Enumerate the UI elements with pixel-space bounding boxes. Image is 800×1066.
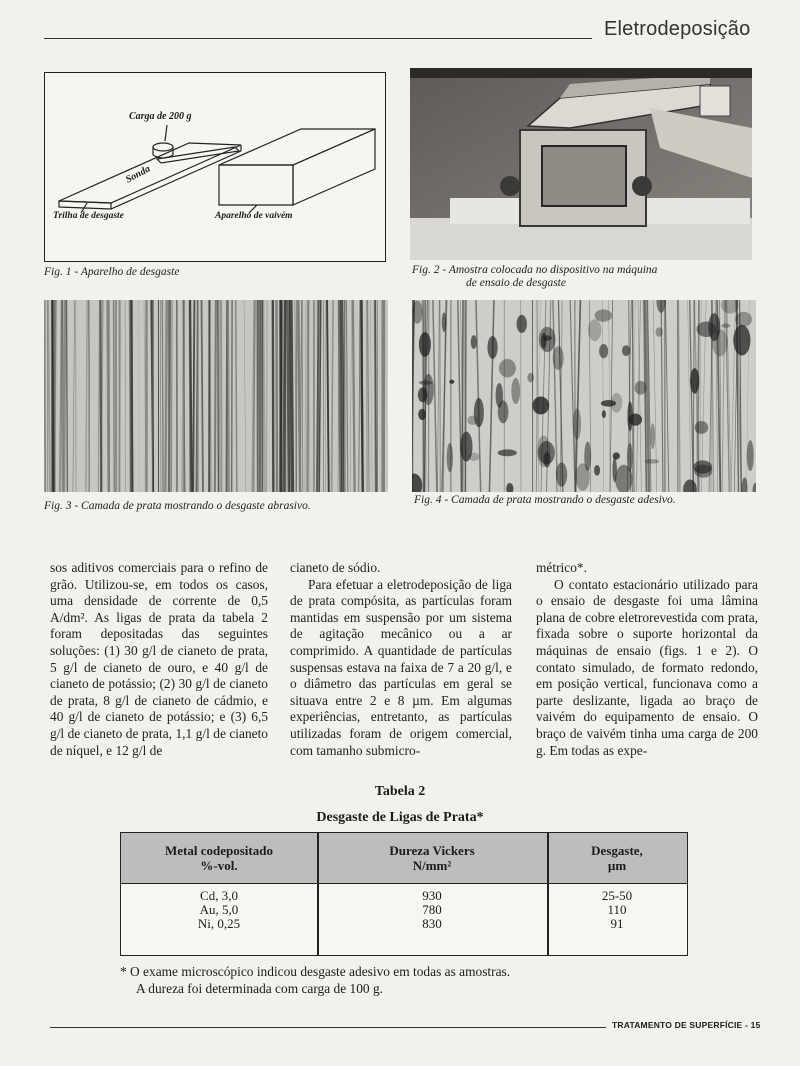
figure-2-caption-line2: de ensaio de desgaste	[466, 277, 566, 289]
section-title: Eletrodeposição	[604, 18, 751, 40]
header-metal	[121, 843, 317, 873]
cell-metal: Cd, 3,0	[200, 888, 238, 903]
header-rule	[44, 38, 592, 39]
label-reciprocating-machine: Aparelho de vaivém	[215, 211, 293, 221]
paragraph: métrico*.	[536, 560, 587, 575]
footnote-line: A dureza foi determinada com carga de 100 g.	[136, 981, 384, 996]
header-line: µm	[607, 858, 627, 873]
table-footnote	[120, 963, 510, 997]
label-probe: Sonda	[123, 163, 153, 186]
text-column-3	[536, 560, 758, 759]
figure-3-abrasive-wear-micrograph	[44, 300, 388, 492]
wear-apparatus-drawing	[45, 73, 385, 261]
text-column-1	[50, 560, 268, 759]
footer-journal-page: TRATAMENTO DE SUPERFÍCIE - 15	[612, 1020, 761, 1030]
cell-wear: 110	[607, 902, 627, 917]
table-row	[317, 889, 547, 931]
label-load: Carga de 200 g	[129, 111, 192, 122]
cell-hardness: 780	[422, 902, 442, 917]
cell-wear: 91	[610, 916, 624, 931]
footnote-line: * O exame microscópico indicou desgaste adesivo em todas as amostras.	[120, 964, 511, 979]
header-line: Metal codepositado	[165, 843, 273, 858]
adhesive-wear-texture	[412, 300, 756, 492]
header-line: Desgaste,	[591, 843, 643, 858]
table-label: Tabela 2	[374, 784, 426, 799]
cell-hardness: 830	[422, 916, 442, 931]
figure-2-caption-line1: Fig. 2 - Amostra colocada no dispositivo na máquina	[412, 264, 658, 276]
footer-rule	[50, 1027, 606, 1028]
abrasive-wear-texture	[44, 300, 388, 492]
figure-4-caption: Fig. 4 - Camada de prata mostrando o desgaste adesivo.	[414, 494, 676, 506]
header-line: N/mm²	[412, 858, 452, 873]
figure-4-adhesive-wear-micrograph	[412, 300, 756, 492]
wear-table	[120, 832, 688, 956]
paragraph: cianeto de sódio.	[290, 560, 381, 575]
figure-3-caption: Fig. 3 - Camada de prata mostrando o desgaste abrasivo.	[44, 500, 311, 512]
header-line: %-vol.	[200, 858, 238, 873]
table-row	[547, 889, 687, 931]
cell-metal: Ni, 0,25	[197, 916, 241, 931]
text-column-2	[290, 560, 512, 759]
label-wear-track: Trilha de desgaste	[53, 211, 124, 221]
header-hardness	[317, 843, 547, 873]
sample-photo-drawing	[410, 68, 752, 260]
header-wear	[547, 843, 687, 873]
figure-1-wear-apparatus-diagram	[44, 72, 386, 262]
cell-metal: Au, 5,0	[199, 902, 239, 917]
paragraph: Para efetuar a eletrodeposição de liga de prata compósita, as partículas foram mantidas em suspensão por um sistema de agitação mecânico ou a ar comprimido. A quantidade de partículas suspensas estava na faixa de 7 a 20 g/l, e o diâmetro das partículas em geral se situava entre 2 e 8 µm. Em algumas experiências, entretanto, as partículas utilizadas foram de origem comercial, com tamanho submicro-	[290, 576, 512, 758]
figure-1-caption: Fig. 1 - Aparelho de desgaste	[44, 266, 180, 278]
cell-wear: 25-50	[601, 888, 633, 903]
paragraph: sos aditivos comerciais para o refino de grão. Utilizou-se, em todos os casos, uma densidade de corrente de 0,5 A/dm². As ligas de prata da tabela 2 foram depositadas das seguintes soluções: (1) 30 g/l de cianeto de prata, 5 g/l de cianeto de ouro, e 40 g/l de cianeto de potássio; (2) 30 g/l de cianeto de prata, 8 g/l de cianeto de cádmio, e 40 g/l de cianeto de potássio; e (3) 6,5 g/l de cianeto de prata, 1,1 g/l de cianeto de níquel, e 12 g/l de	[50, 560, 268, 758]
cell-hardness: 930	[422, 888, 442, 903]
table-row	[121, 889, 317, 931]
header-line: Dureza Vickers	[389, 843, 475, 858]
figure-2-sample-photo	[410, 68, 752, 260]
paragraph: O contato estacionário utilizado para o ensaio de desgaste foi uma lâmina plana de cobre eletrorevestida com prata, fixada sobre o suporte horizontal da máquinas de ensaio (figs. 1 e 2). O contato simulado, de formato redondo, em posição vertical, funcionava como a parte deslizante, ligada ao braço de vaivém do equipamento de ensaio. O braço de vaivém tinha uma carga de 200 g. Em todas as expe-	[536, 576, 758, 758]
table-title: Desgaste de Ligas de Prata*	[316, 810, 484, 825]
